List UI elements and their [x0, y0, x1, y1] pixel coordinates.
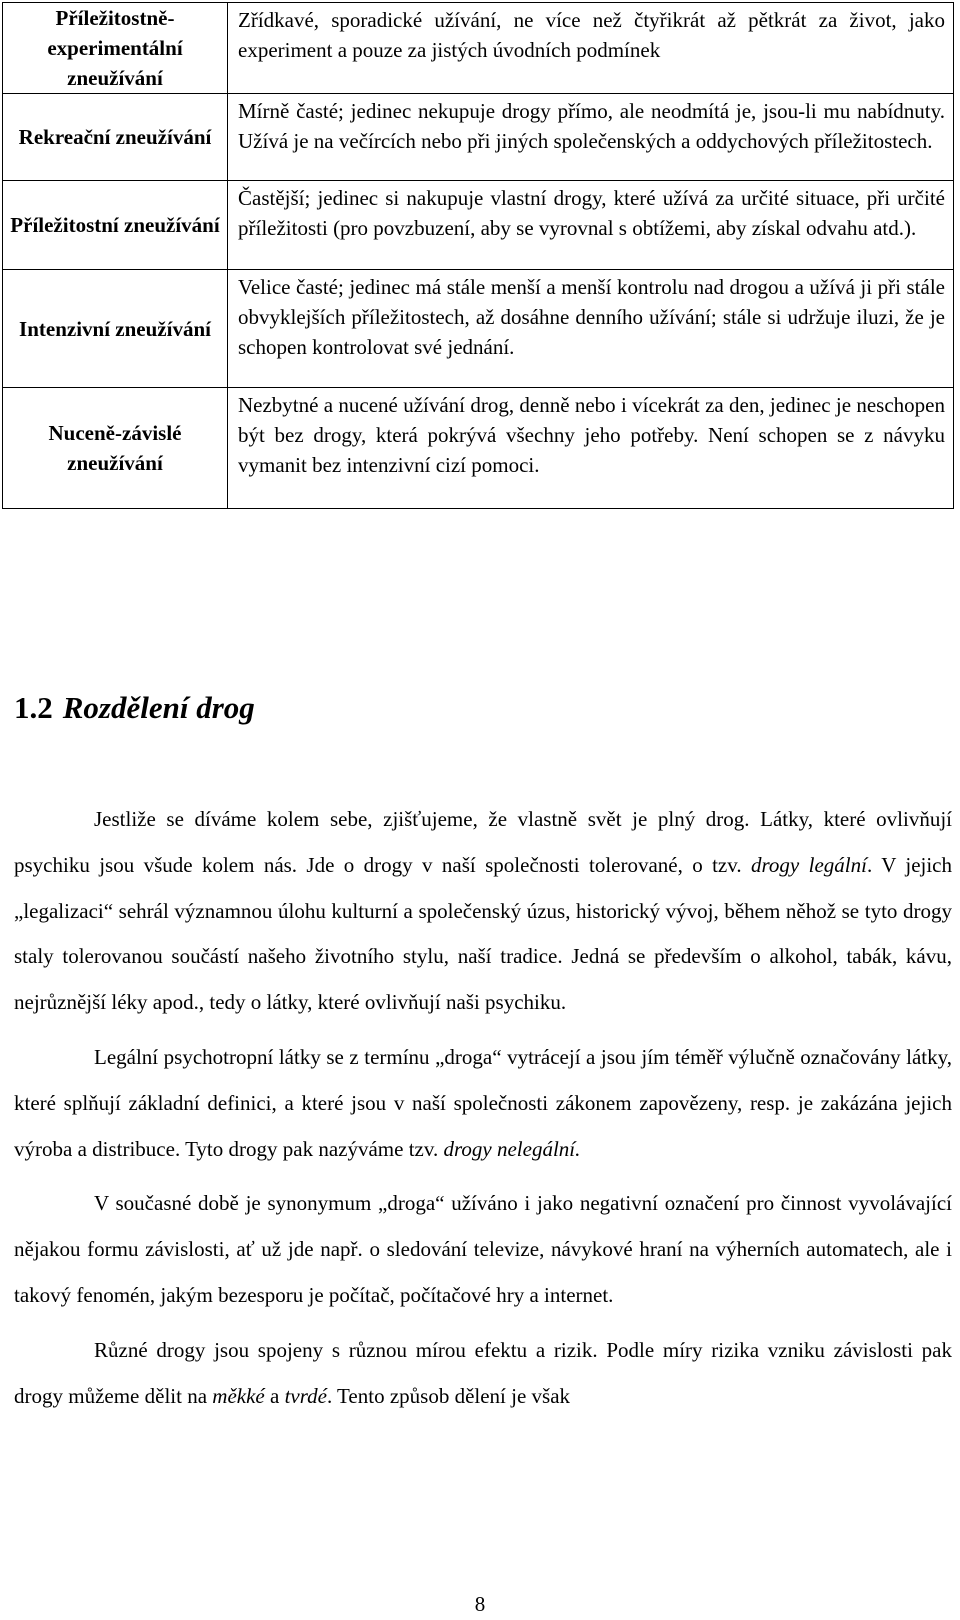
table-row: [3, 3, 954, 94]
table-row: [3, 181, 954, 270]
paragraph: [14, 1035, 952, 1172]
term-cell: Nuceně-závislé zneužívání: [3, 388, 228, 509]
text-run: . V jejich „legalizaci“ sehrál významnou úlohu kulturní a společenský úzus, historický vývoj, během něhož se tyto drogy staly tolerovanou součástí našeho životního stylu, naší tradice. Jedná se především o alkohol, tabák, kávu, nejrůznější léky apod., tedy o látky, které ovlivňují naši psychiku.: [14, 852, 953, 1015]
text-run: Jestliže se díváme kolem sebe, zjišťujeme, že vlastně svět je plný drog. Látky, které ovlivňují psychiku jsou všude kolem nás. Jde o drogy v naší společnosti tolerované, o tzv.: [14, 807, 952, 877]
term-cell: Příležitostně-experimentální zneužívání: [3, 3, 228, 94]
description-cell: Častější; jedinec si nakupuje vlastní drogy, které užívá za určité situace, při určité příležitosti (pro povzbuzení, aby se vyrovnal s obtížemi, aby získal odvahu atd.).: [228, 181, 954, 270]
section-heading: [14, 690, 255, 726]
description-cell: Velice časté; jedinec má stále menší a menší kontrolu nad drogou a užívá ji při stále obvyklejších příležitostech, až dosáhne denního užívání; stále si udržuje iluzi, že je schopen kontrolovat své jednání.: [228, 270, 954, 388]
text-run: a: [264, 1383, 285, 1408]
description-cell: Nezbytné a nucené užívání drog, denně nebo i vícekrát za den, jedinec je neschopen být bez drogy, která pokrývá všechny jeho potřeby. Není schopen se z návyku vymanit bez intenzivní cizí pomoci.: [228, 388, 954, 509]
abuse-classification-table: [2, 2, 954, 509]
emphasis: drogy nelegální.: [443, 1136, 581, 1161]
section-title: Rozdělení drog: [62, 690, 255, 725]
term-cell: Rekreační zneužívání: [3, 94, 228, 181]
text-run: Legální psychotropní látky se z termínu „droga“ vytrácejí a jsou jím téměř výlučně označovány látky, které splňují základní definici, a které jsou v naší společnosti zákonem zapovězeny, resp. je zakázána jejich výroba a distribuce. Tyto drogy pak nazýváme tzv.: [14, 1044, 952, 1161]
paragraph: [14, 1328, 952, 1420]
emphasis: tvrdé: [284, 1383, 327, 1408]
term-cell: Příležitostní zneužívání: [3, 181, 228, 270]
table-row: [3, 388, 954, 509]
description-cell: Mírně časté; jedinec nekupuje drogy přímo, ale neodmítá je, jsou-li mu nabídnuty. Užívá je na večírcích nebo při jiných společenských a oddychových příležitostech.: [228, 94, 954, 181]
text-run: Různé drogy jsou spojeny s různou mírou efektu a rizik. Podle míry rizika vzniku závislosti pak drogy můžeme dělit na: [14, 1337, 952, 1408]
description-cell: Zřídkavé, sporadické užívání, ne více než čtyřikrát až pětkrát za život, jako experiment a pouze za jistých úvodních podmínek: [228, 3, 954, 94]
emphasis: drogy legální: [751, 852, 867, 877]
page-number: 8: [474, 1592, 486, 1616]
table-row: [3, 94, 954, 181]
section-number: 1.2: [14, 690, 53, 725]
paragraph: [14, 1181, 952, 1318]
term-cell: Intenzivní zneužívání: [3, 270, 228, 388]
body-text: [14, 797, 952, 1419]
text-run: V současné době je synonymum „droga“ užíváno i jako negativní označení pro činnost vyvolávající nějakou formu závislosti, ať už jde např. o sledování televize, návykové hraní na výherních automatech, ale i takový fenomén, jakým bezesporu je počítač, počítačové hry a internet.: [14, 1191, 952, 1307]
table-row: [3, 270, 954, 388]
emphasis: měkké: [212, 1383, 265, 1408]
text-run: . Tento způsob dělení je však: [326, 1383, 571, 1408]
paragraph: [14, 797, 952, 1026]
